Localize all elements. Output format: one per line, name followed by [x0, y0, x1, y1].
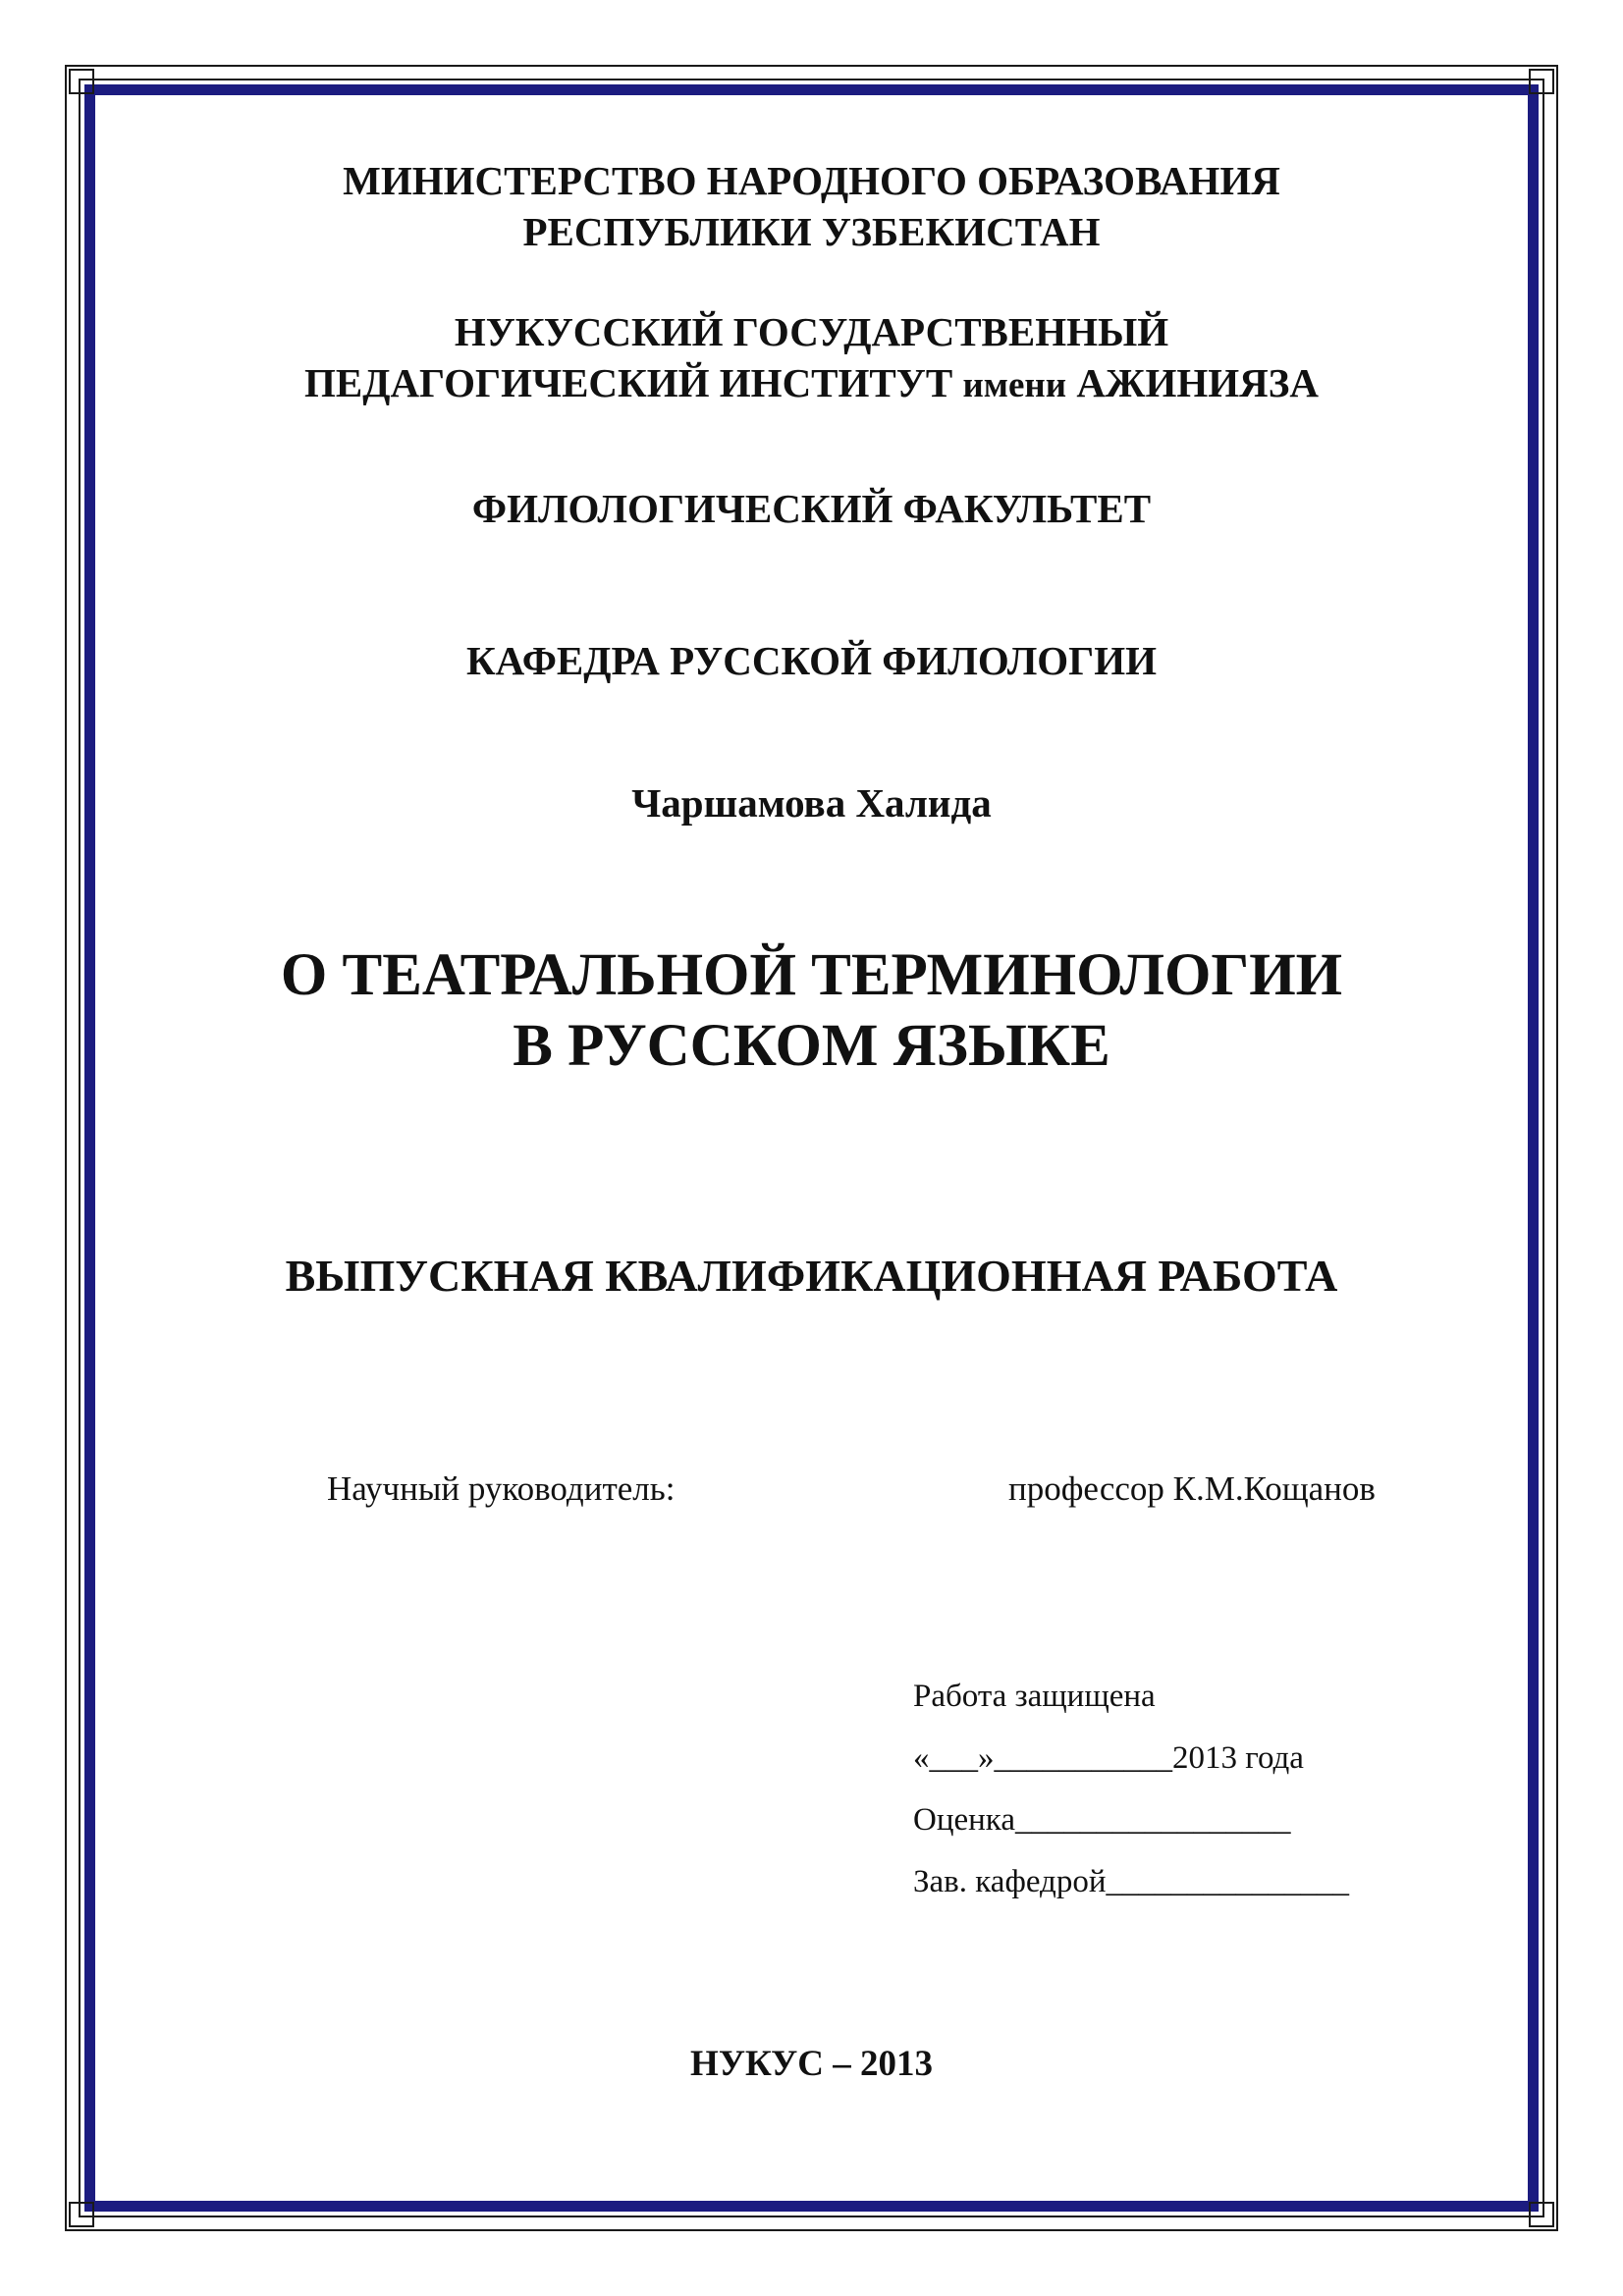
border-corner-bottom-right: [1529, 2202, 1554, 2227]
faculty-heading: [118, 483, 1505, 534]
institute-heading: [118, 306, 1505, 411]
border-corner-top-left: [69, 69, 94, 94]
institute-line-2-named: имени: [962, 365, 1067, 405]
border-corner-bottom-left: [69, 2202, 94, 2227]
defense-department-head: Зав. кафедрой_______________: [913, 1864, 1349, 1899]
faculty-name: ФИЛОЛОГИЧЕСКИЙ ФАКУЛЬТЕТ: [471, 486, 1152, 531]
defense-grade: Оценка_________________: [913, 1802, 1291, 1838]
institute-line-2: [118, 357, 1505, 411]
thesis-title-line-2: В РУССКОМ ЯЗЫКЕ: [513, 1013, 1110, 1079]
ministry-heading: [118, 155, 1505, 257]
supervisor-name: профессор К.М.Кощанов: [1008, 1469, 1376, 1508]
department-heading: [118, 635, 1505, 686]
ministry-line-1: МИНИСТЕРСТВО НАРОДНОГО ОБРАЗОВАНИЯ: [343, 158, 1280, 203]
author-block: [118, 777, 1505, 828]
thesis-title-line-1: О ТЕАТРАЛЬНОЙ ТЕРМИНОЛОГИИ: [280, 942, 1343, 1008]
thesis-title: [118, 940, 1505, 1082]
author-name: Чаршамова Халида: [631, 780, 992, 826]
work-type: ВЫПУСКНАЯ КВАЛИФИКАЦИОННАЯ РАБОТА: [285, 1251, 1338, 1301]
institute-line-2-main: ПЕДАГОГИЧЕСКИЙ ИНСТИТУТ: [304, 360, 953, 405]
city-year: НУКУС – 2013: [690, 2044, 933, 2084]
work-type-heading: [118, 1249, 1505, 1304]
department-name: КАФЕДРА РУССКОЙ ФИЛОЛОГИИ: [465, 638, 1158, 683]
ministry-line-2: РЕСПУБЛИКИ УЗБЕКИСТАН: [522, 209, 1101, 254]
border-corner-top-right: [1529, 69, 1554, 94]
footer-city-year: [118, 2042, 1505, 2087]
defense-block: [913, 1666, 1349, 1913]
defense-protected: Работа защищена: [913, 1679, 1156, 1714]
institute-line-2-name: АЖИНИЯЗА: [1076, 360, 1319, 405]
institute-line-1: НУКУССКИЙ ГОСУДАРСТВЕННЫЙ: [454, 309, 1169, 354]
defense-date: «___»___________2013 года: [913, 1740, 1304, 1776]
supervisor-label: Научный руководитель:: [327, 1469, 676, 1508]
